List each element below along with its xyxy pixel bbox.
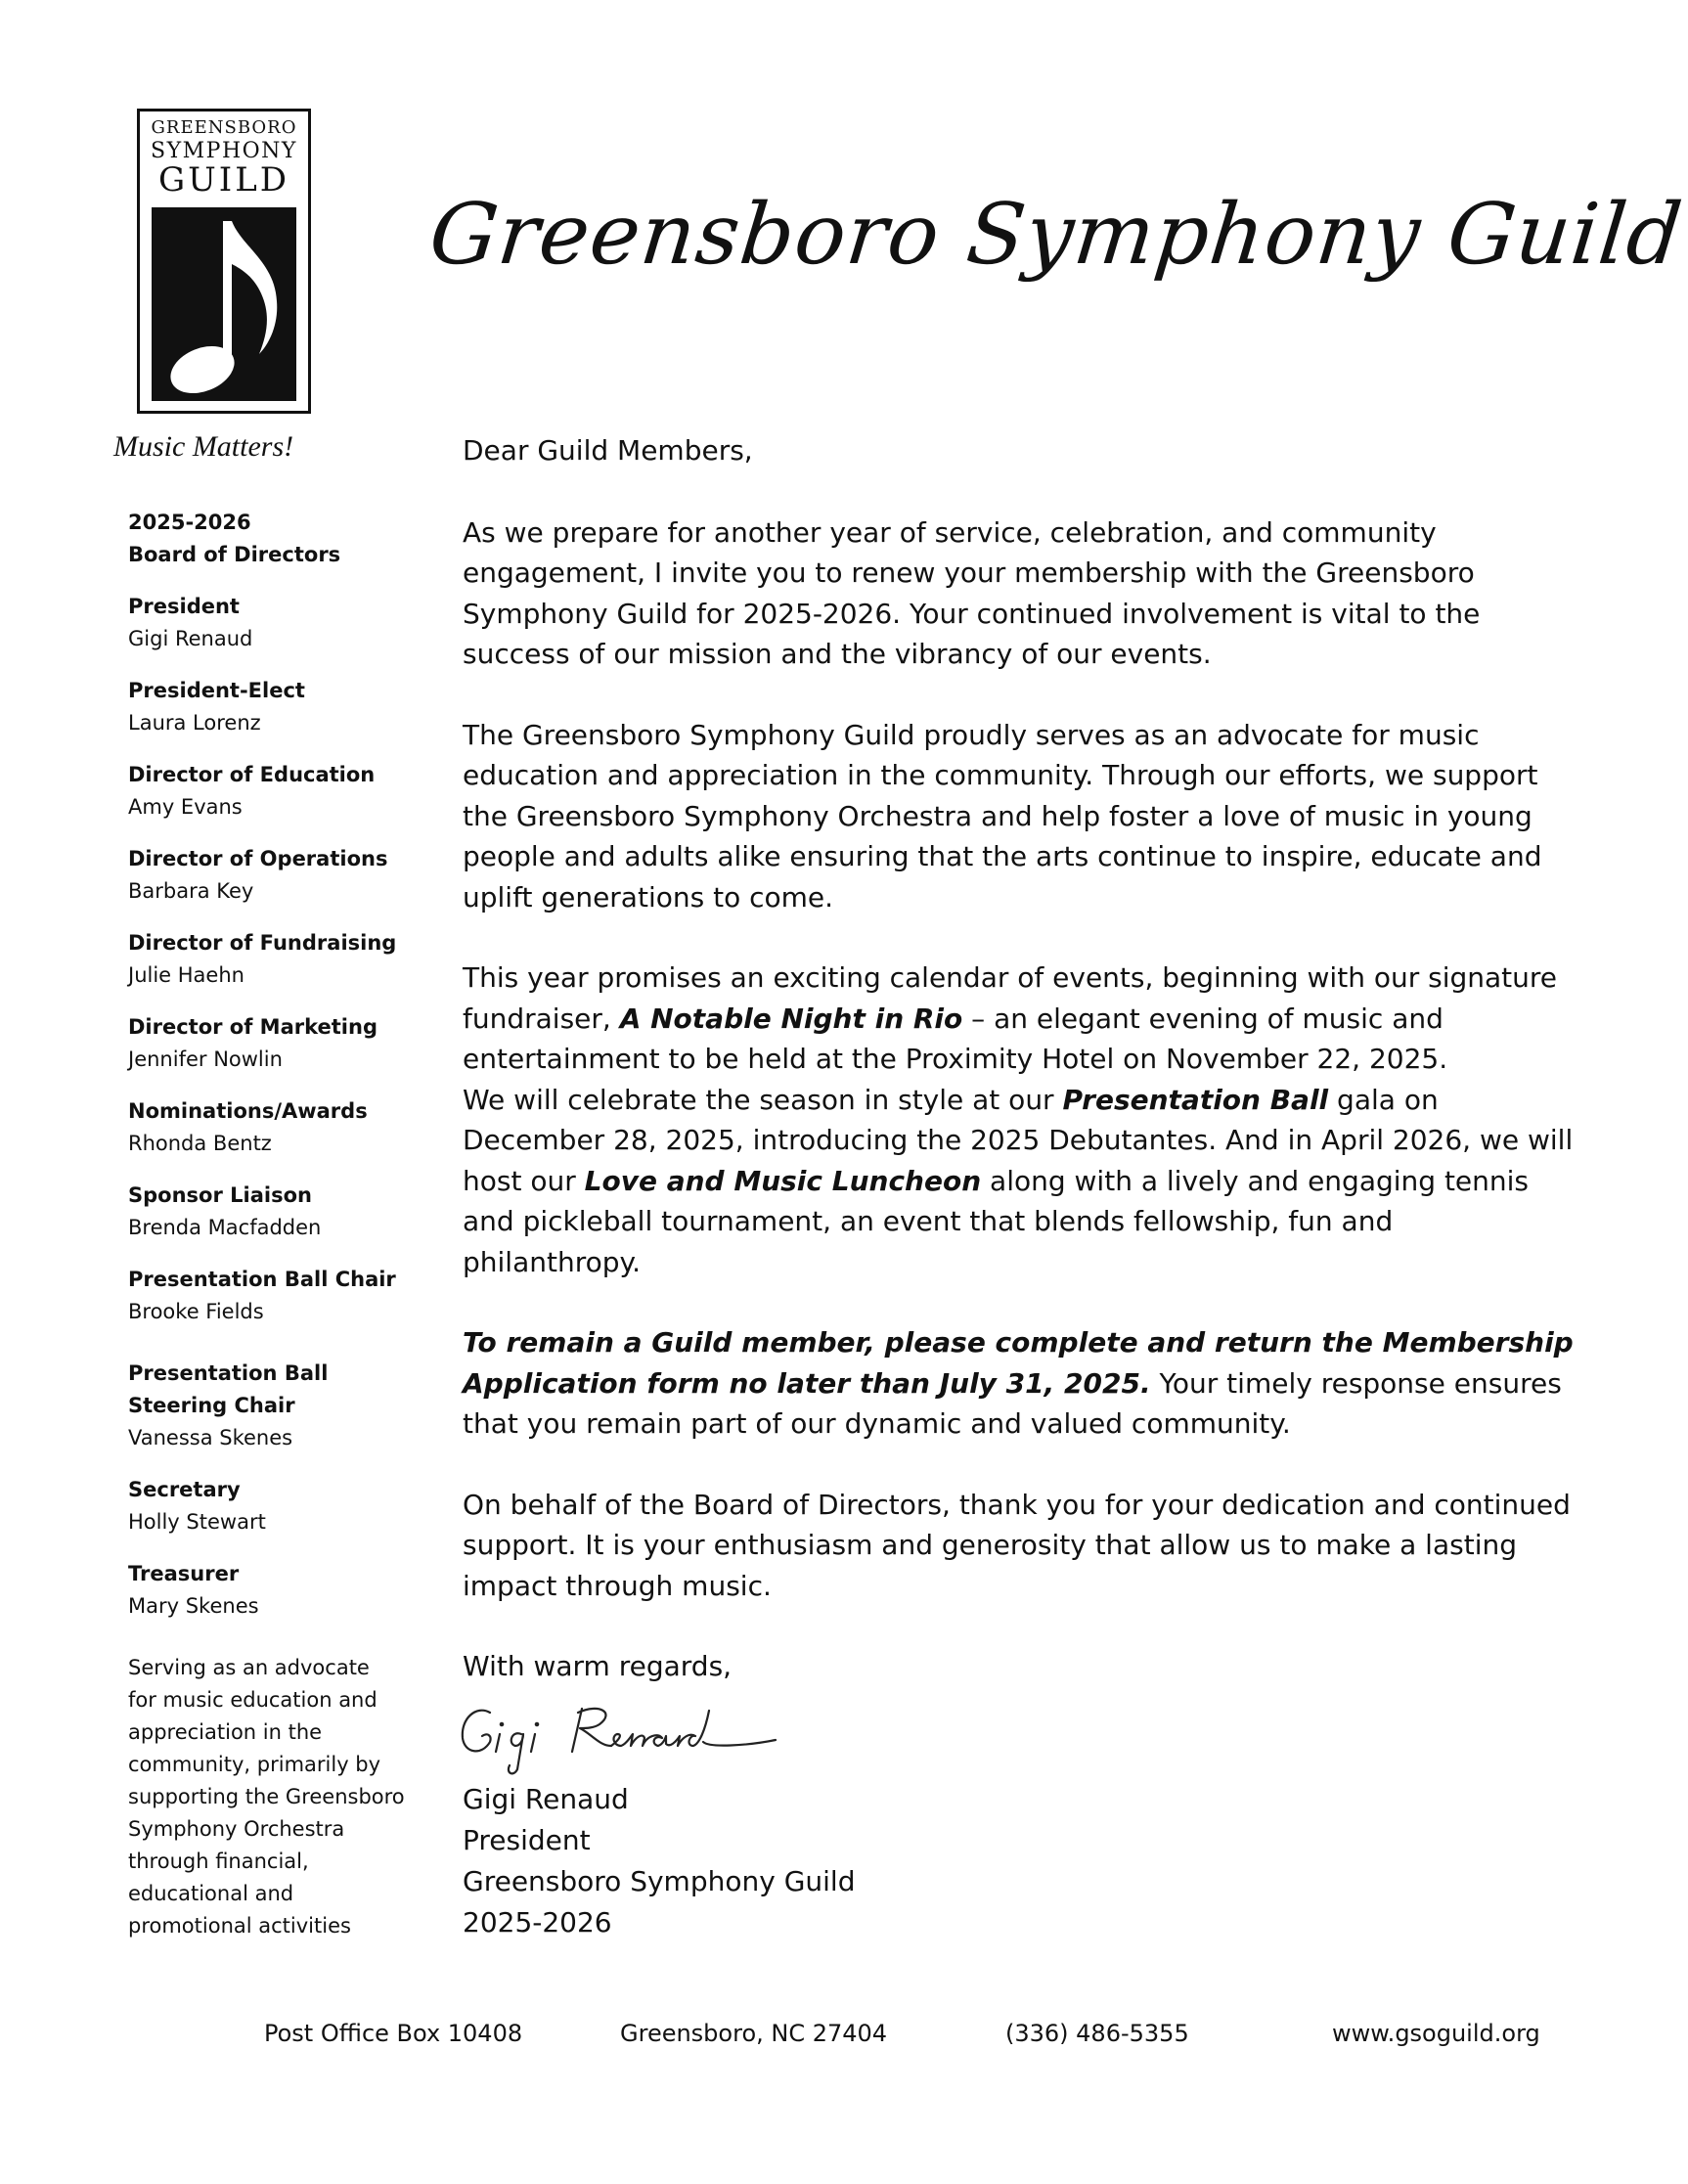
board-name: Barbara Key: [128, 879, 254, 903]
salutation: Dear Guild Members,: [463, 434, 753, 467]
footer-address: Post Office Box 10408: [264, 2020, 523, 2047]
board-member: [128, 1558, 441, 1623]
mission-line: promotional activities: [128, 1914, 351, 1938]
board-member: [128, 927, 441, 992]
board-role: Director of Fundraising: [128, 931, 397, 955]
board-member: [128, 675, 441, 739]
letter-body: [463, 430, 1577, 1943]
board-member: [128, 1264, 441, 1328]
events-text: – an elegant evening of music and entertainment to be held at the Proximity Hotel on November 22, 2025.: [463, 1002, 1448, 1075]
board-member: [128, 1358, 441, 1454]
mission-line: supporting the Greensboro: [128, 1785, 405, 1808]
board-member: [128, 1180, 441, 1244]
board-name: Julie Haehn: [128, 963, 244, 987]
signature: [453, 1691, 805, 1779]
board-role: Director of Marketing: [128, 1015, 378, 1039]
mission-line: through financial,: [128, 1850, 309, 1873]
closing: With warm regards,: [463, 1650, 733, 1682]
mission-line: for music education and: [128, 1688, 378, 1712]
event-luncheon: Love and Music Luncheon: [584, 1164, 982, 1197]
board-role: President: [128, 595, 240, 618]
board-role: Presentation Ball: [128, 1361, 329, 1385]
board-heading-title: Board of Directors: [128, 543, 341, 566]
mission-line: Symphony Orchestra: [128, 1817, 345, 1841]
board-name: Brenda Macfadden: [128, 1216, 322, 1239]
paragraph-renewal: As we prepare for another year of service, celebration, and community engagement, I invite you to renew your membership with the Greensboro Symphony Guild for 2025-2026. Your continued involvement is vital to the success of our mission and the vibrancy of our events.: [463, 515, 1481, 670]
logo-line-2: SYMPHONY: [151, 139, 297, 163]
footer-phone: (336) 486-5355: [1005, 2020, 1189, 2047]
board-member: [128, 759, 441, 824]
board-role: Director of Education: [128, 763, 376, 786]
footer: [0, 2020, 1688, 2059]
events-text: gala on December 28, 2025, introducing the 2025 Debutantes. And in April 2026, we will host our: [463, 1083, 1574, 1197]
board-role: Treasurer: [128, 1562, 240, 1585]
board-name: Brooke Fields: [128, 1300, 264, 1323]
paragraph-events: [463, 958, 1577, 1282]
deadline-notice: To remain a Guild member, please complete and return the Membership Application form no later than July 31, 2025.: [463, 1326, 1574, 1400]
board-member: [128, 1011, 441, 1076]
board-member: [128, 591, 441, 655]
mission-line: Serving as an advocate: [128, 1656, 370, 1679]
mission-statement: [128, 1652, 441, 1942]
events-text: This year promises an exciting calendar of events, beginning with our signature fundraiser,: [463, 961, 1558, 1035]
board-member: [128, 843, 441, 908]
deadline-text: Your timely response ensures that you remain part of our dynamic and valued community.: [463, 1366, 1562, 1440]
mission-line: educational and: [128, 1882, 294, 1905]
signer-term: 2025-2026: [463, 1905, 612, 1939]
signer-title: President: [463, 1823, 591, 1856]
board-role: Presentation Ball Chair: [128, 1268, 396, 1291]
paragraph-deadline: [463, 1322, 1577, 1445]
board-name: Mary Skenes: [128, 1594, 259, 1618]
board-name: Holly Stewart: [128, 1510, 266, 1534]
events-text: along with a lively and engaging tennis and pickleball tournament, an event that blends fellowship, fun and philanthropy.: [463, 1164, 1530, 1278]
board-member: [128, 1474, 441, 1538]
page-title: Greensboro Symphony Guild: [424, 186, 1688, 284]
signature-block: [463, 1779, 1577, 1943]
board-role: Secretary: [128, 1478, 241, 1501]
board-name: Jennifer Nowlin: [128, 1047, 283, 1071]
paragraph-mission: The Greensboro Symphony Guild proudly serves as an advocate for music education and appreciation in the community. Through our efforts, we support the Greensboro Symphony Orchestra and help foster a love of music in young people and adults alike ensuring that the arts continue to inspire, educate and uplift generations to come.: [463, 718, 1542, 914]
logo-tagline: Music Matters!: [113, 430, 294, 463]
board-member: [128, 1095, 441, 1160]
board-heading-year: 2025-2026: [128, 511, 251, 534]
logo-line-1: GREENSBORO: [151, 117, 297, 138]
board-role: Director of Operations: [128, 847, 388, 870]
event-notable-night: A Notable Night in Rio: [619, 1002, 963, 1035]
signer-organization: Greensboro Symphony Guild: [463, 1864, 856, 1897]
events-text: We will celebrate the season in style at our: [463, 1083, 1063, 1116]
eighth-note-icon: [152, 207, 296, 401]
paragraph-thanks: On behalf of the Board of Directors, thank you for your dedication and continued support. It is your enthusiasm and generosity that allow us to make a lasting impact through music.: [463, 1488, 1571, 1602]
board-name: Laura Lorenz: [128, 711, 261, 735]
board-name: Gigi Renaud: [128, 627, 253, 650]
board-role-continued: Steering Chair: [128, 1394, 295, 1417]
board-name: Vanessa Skenes: [128, 1426, 293, 1449]
board-role: President-Elect: [128, 679, 305, 702]
board-name: Rhonda Bentz: [128, 1132, 272, 1155]
board-role: Nominations/Awards: [128, 1099, 368, 1123]
logo-line-3: GUILD: [157, 160, 290, 200]
footer-website[interactable]: www.gsoguild.org: [1332, 2020, 1540, 2047]
board-role: Sponsor Liaison: [128, 1183, 312, 1207]
footer-city: Greensboro, NC 27404: [620, 2020, 888, 2047]
event-presentation-ball: Presentation Ball: [1062, 1083, 1329, 1116]
mission-line: community, primarily by: [128, 1753, 381, 1776]
guild-logo: [137, 109, 311, 414]
mission-line: appreciation in the: [128, 1720, 323, 1744]
board-name: Amy Evans: [128, 795, 243, 819]
signer-name: Gigi Renaud: [463, 1782, 629, 1815]
board-sidebar: [128, 507, 441, 1942]
